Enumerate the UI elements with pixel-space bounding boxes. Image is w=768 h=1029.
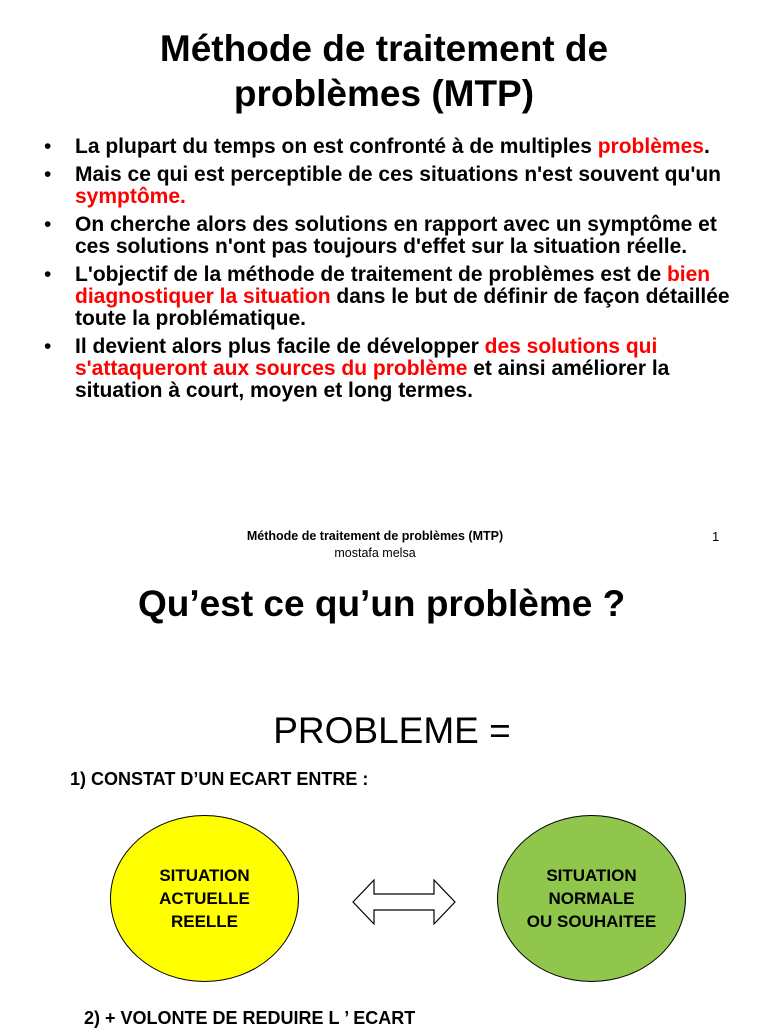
bullet-text: Il devient alors plus facile de développer	[75, 335, 485, 358]
bullet-dot-icon: •	[44, 213, 52, 236]
bullet-item	[40, 336, 730, 402]
bullet-item	[40, 164, 730, 208]
highlighted-text: bien diagnostiquer la situation	[75, 263, 711, 308]
bullet-text: Mais ce qui est perceptible de ces situations n'est souvent qu'un	[75, 163, 721, 186]
footer-title: Méthode de traitement de problèmes (MTP)	[246, 529, 504, 543]
bullet-dot-icon: •	[44, 335, 52, 358]
bullet-text: L'objectif de la méthode de traitement de problèmes est de	[75, 263, 667, 286]
situation-actuelle-line: SITUATION	[159, 866, 250, 885]
situation-actuelle-line: ACTUELLE	[159, 889, 250, 908]
situation-actuelle-ellipse	[110, 815, 299, 982]
situation-normale-line: SITUATION	[546, 866, 637, 885]
highlighted-text: problèmes	[597, 135, 704, 158]
bullet-dot-icon: •	[44, 263, 52, 286]
bullet-text: On cherche alors des solutions en rapport avec un symptôme et ces solutions n'ont pas toujours d'effet sur la situation réelle.	[75, 213, 717, 258]
slide-title	[0, 26, 768, 116]
bullet-text: La plupart du temps on est confronté à de multiples	[75, 135, 598, 158]
bullet-text: .	[703, 135, 710, 158]
bullet-text: et ainsi améliorer la situation à court, moyen et long termes.	[75, 357, 670, 402]
slide-title-line-1: Méthode de traitement de	[159, 28, 609, 69]
highlighted-text: symptôme.	[75, 185, 186, 208]
footer-author: mostafa melsa	[334, 546, 416, 560]
question-title: Qu’est ce qu’un problème ?	[138, 583, 626, 624]
step-1-label: 1) CONSTAT D’UN ECART ENTRE :	[70, 769, 369, 789]
situation-actuelle-line: REELLE	[170, 912, 239, 931]
situation-normale-line: NORMALE	[548, 889, 635, 908]
double-arrow-icon	[352, 879, 456, 925]
bullet-dot-icon: •	[44, 135, 52, 158]
page-number: 1	[712, 529, 720, 544]
bullet-item	[40, 214, 730, 258]
slide-title-line-2: problèmes (MTP)	[233, 73, 535, 114]
probleme-equation: PROBLEME =	[273, 710, 511, 751]
step-2-label: 2) + VOLONTE DE REDUIRE L ’ ECART	[84, 1008, 416, 1028]
bullet-dot-icon: •	[44, 163, 52, 186]
bullet-item	[40, 136, 730, 158]
bullet-item	[40, 264, 730, 330]
situation-normale-line: OU SOUHAITEE	[526, 912, 657, 931]
highlighted-text: des solutions qui s'attaqueront aux sources du problème	[75, 335, 658, 380]
situation-normale-ellipse	[497, 815, 686, 982]
bullet-list	[40, 136, 730, 408]
bullet-text: dans le but de définir de façon détaillée toute la problématique.	[75, 285, 730, 330]
